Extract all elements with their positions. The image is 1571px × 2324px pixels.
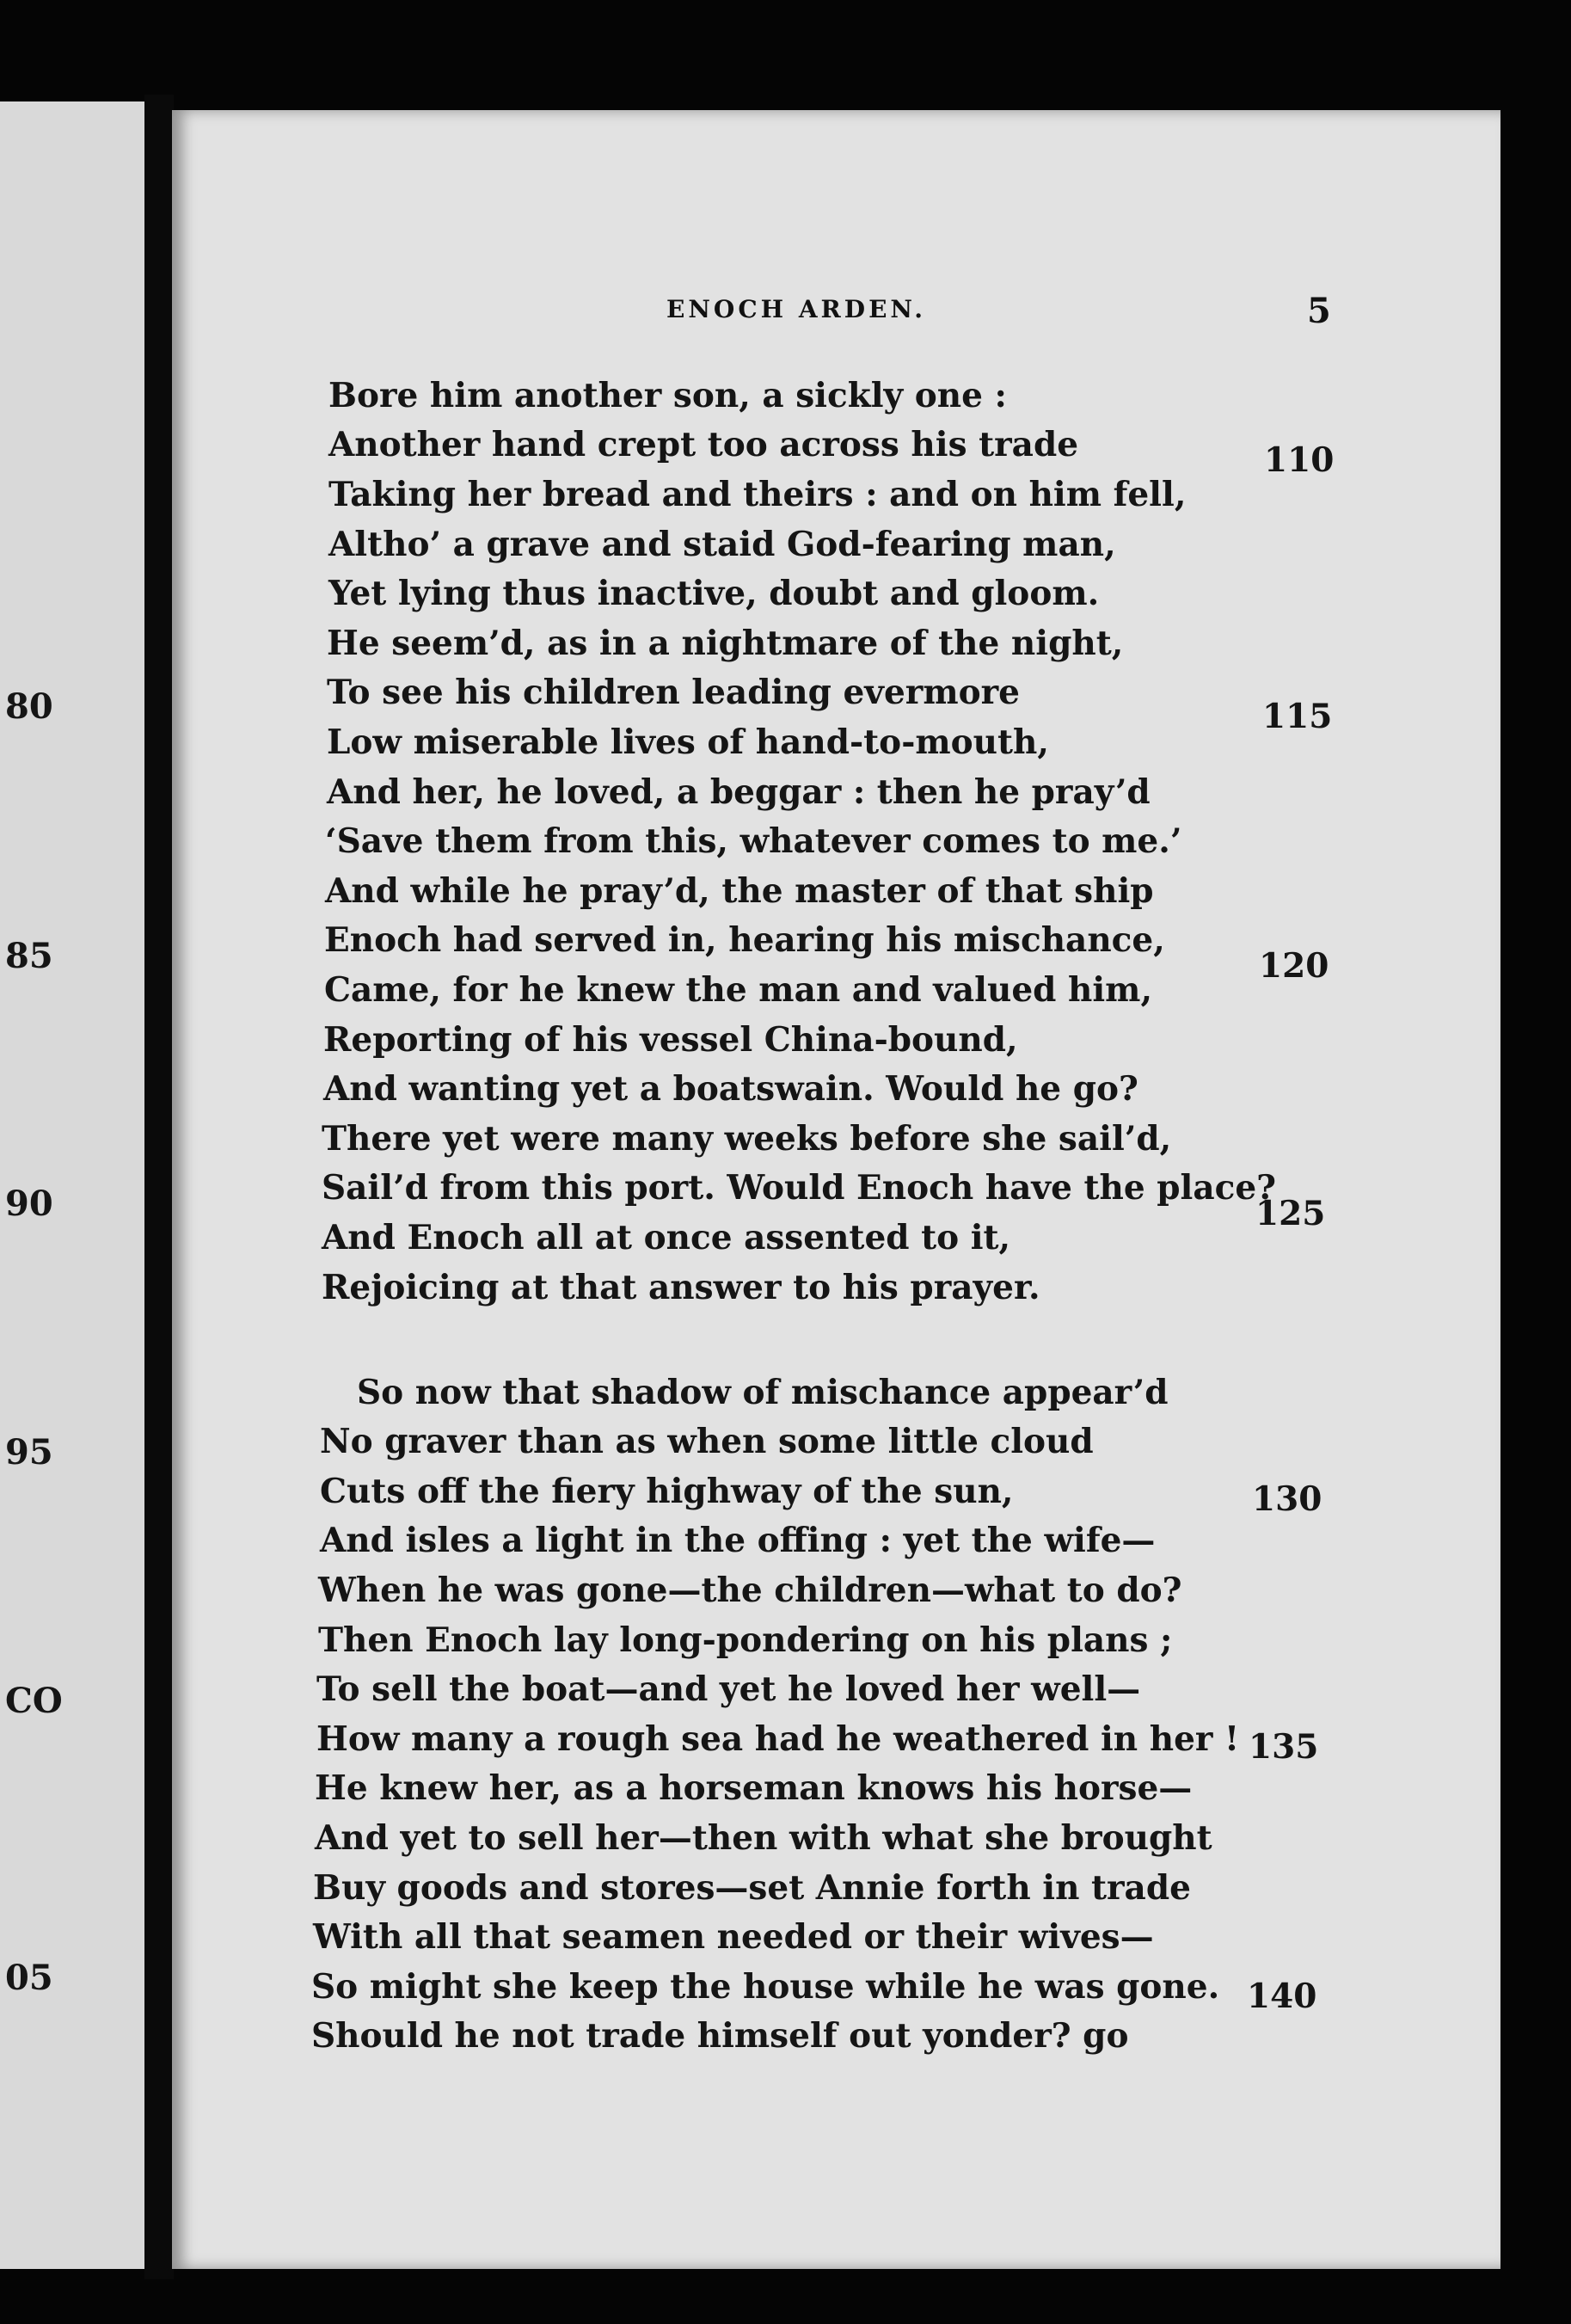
previous-page-edge [0, 101, 144, 2269]
prev-line-number: 80 [5, 686, 53, 727]
prev-line-number: 90 [5, 1184, 53, 1224]
verse-line: He knew her, as a horseman knows his horse— [315, 1768, 1193, 1808]
verse-line: And Enoch all at once assented to it, [322, 1218, 1011, 1257]
prev-line-number: 95 [5, 1432, 53, 1472]
verse-line: Reporting of his vessel China-bound, [323, 1020, 1018, 1060]
line-number: 110 [1264, 440, 1335, 480]
running-head: ENOCH ARDEN. [666, 295, 926, 323]
verse-line: Taking her bread and theirs : and on him fell, [328, 475, 1187, 514]
verse-line: Altho’ a grave and staid God-fearing man, [328, 525, 1116, 564]
prev-line-number: 05 [5, 1958, 53, 1998]
verse-line: Sail’d from this port. Would Enoch have the place? [322, 1168, 1277, 1208]
verse-line: Enoch had served in, hearing his mischance, [324, 920, 1165, 960]
verse-line: How many a rough sea had he weathered in her ! [316, 1719, 1240, 1759]
verse-line: Another hand crept too across his trade [328, 425, 1079, 464]
verse-line: So might she keep the house while he was gone. [311, 1967, 1220, 2007]
verse-line: Yet lying thus inactive, doubt and gloom. [328, 574, 1100, 613]
line-number: 140 [1247, 1977, 1317, 2016]
prev-line-number: 85 [5, 936, 53, 976]
line-number: 135 [1249, 1727, 1319, 1767]
verse-line: Bore him another son, a sickly one : [328, 376, 1007, 415]
book-gutter [144, 95, 174, 2279]
verse-line: Should he not trade himself out yonder? go [311, 2016, 1129, 2056]
verse-line: To sell the boat—and yet he loved her well— [316, 1669, 1141, 1709]
verse-line: Buy goods and stores—set Annie forth in trade [313, 1868, 1191, 1908]
verse-line: To see his children leading evermore [327, 673, 1020, 712]
verse-line: He seem’d, as in a nightmare of the night, [327, 624, 1124, 663]
line-number: 130 [1252, 1479, 1322, 1519]
verse-line: And yet to sell her—then with what she brought [315, 1818, 1212, 1858]
prev-line-number: CO [5, 1681, 63, 1721]
verse-line: Came, for he knew the man and valued him, [324, 970, 1153, 1010]
verse-line: When he was gone—the children—what to do? [318, 1571, 1182, 1610]
verse-line: And her, he loved, a beggar : then he pray’d [327, 772, 1151, 812]
verse-line: ‘Save them from this, whatever comes to me.’ [325, 821, 1182, 861]
verse-line: Then Enoch lay long-pondering on his plans ; [318, 1620, 1173, 1660]
verse-line: Low miserable lives of hand-to-mouth, [327, 722, 1049, 762]
verse-line: And wanting yet a boatswain. Would he go? [323, 1069, 1138, 1109]
verse-line: With all that seamen needed or their wives— [313, 1917, 1154, 1957]
line-number: 120 [1259, 946, 1329, 986]
line-number: 125 [1255, 1194, 1326, 1233]
verse-line: So now that shadow of mischance appear’d [357, 1373, 1169, 1412]
page-number: 5 [1307, 291, 1331, 331]
line-number: 115 [1262, 697, 1333, 736]
verse-line: Rejoicing at that answer to his prayer. [322, 1268, 1040, 1307]
verse-line: And while he pray’d, the master of that ship [325, 871, 1154, 911]
verse-line: And isles a light in the offing : yet the wife— [320, 1521, 1156, 1560]
verse-line: No graver than as when some little cloud [320, 1422, 1094, 1461]
verse-line: There yet were many weeks before she sail’d, [322, 1119, 1172, 1159]
verse-line: Cuts off the fiery highway of the sun, [320, 1472, 1014, 1511]
